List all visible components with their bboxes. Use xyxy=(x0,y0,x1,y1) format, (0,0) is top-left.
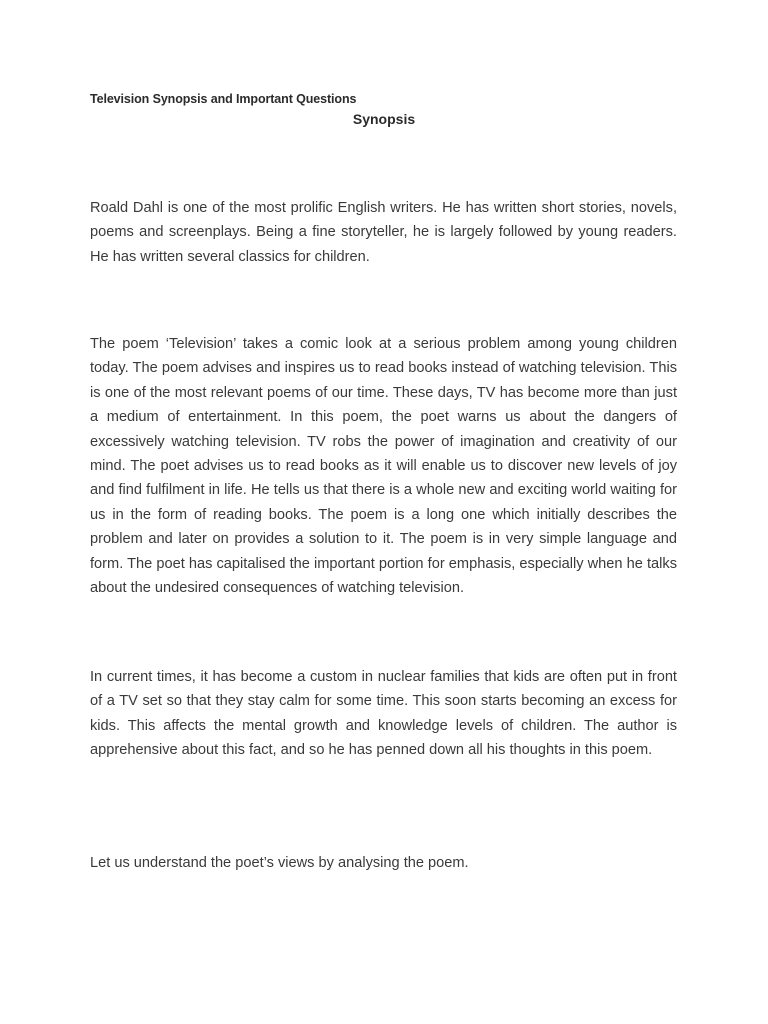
document-header: Television Synopsis and Important Questions xyxy=(90,92,357,106)
paragraph-analysis-intro: Let us understand the poet’s views by analysing the poem. xyxy=(90,855,469,871)
paragraph-poem-overview: The poem ‘Television’ takes a comic look at a serious problem among young children today. The poem advises and inspires us to read books instead of watching television. This is one of the most relevant poems of our time. These days, TV has become more than just a medium of entertainment. In this poem, the poet warns us about the dangers of excessively watching television. TV robs the power of imagination and creativity of our mind. The poet advises us to read books as it will enable us to discover new levels of joy and find fulfilment in life. He tells us that there is a whole new and exciting world waiting for us in the form of reading books. The poem is a long one which initially describes the problem and later on provides a solution to it. The poem is in very simple language and form. The poet has capitalised the important portion for emphasis, especially when he talks about the undesired consequences of watching television. xyxy=(90,336,677,597)
paragraph-author-intro: Roald Dahl is one of the most prolific English writers. He has written short stories, novels, poems and screenplays. Being a fine storyteller, he is largely followed by young readers. He has written several classics for children. xyxy=(90,200,677,265)
page-title: Synopsis xyxy=(352,111,416,127)
paragraph-current-times: In current times, it has become a custom in nuclear families that kids are often put in front of a TV set so that they stay calm for some time. This soon starts becoming an excess for kids. This affects the mental growth and knowledge levels of children. The author is apprehensive about this fact, and so he has penned down all his thoughts in this poem. xyxy=(90,669,677,759)
